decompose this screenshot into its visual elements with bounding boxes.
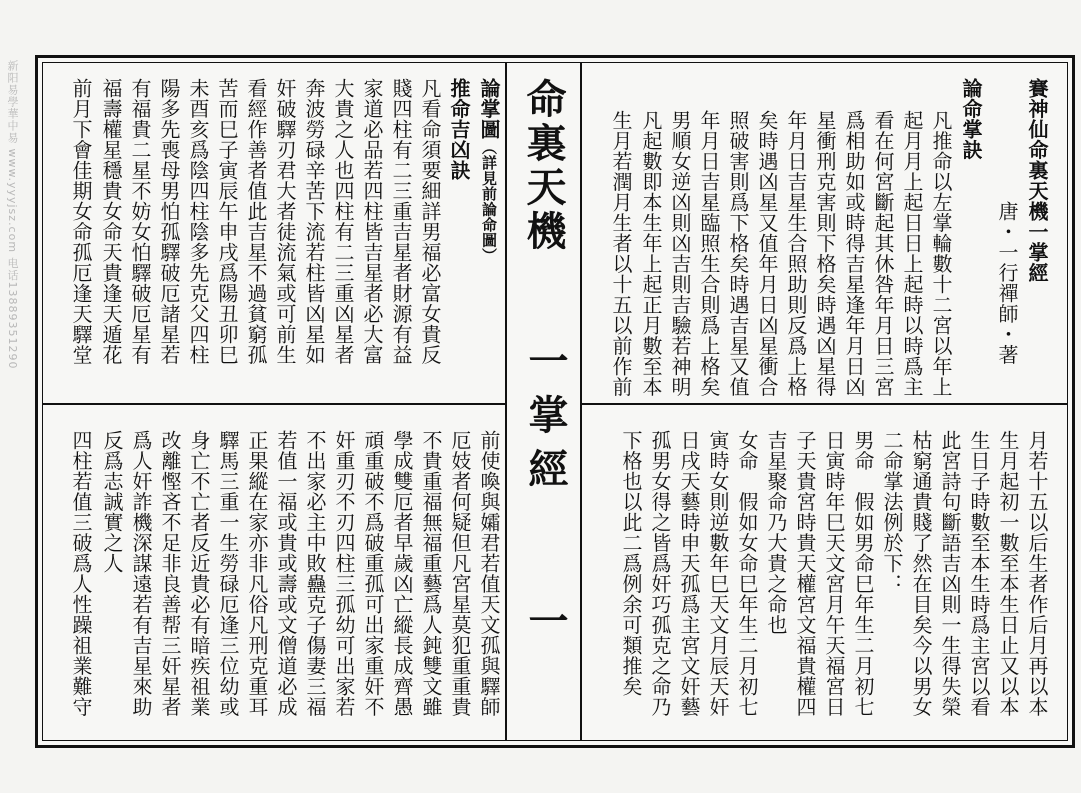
right-upper-text-column: 星衝刑克害則下格矣時遇凶星得 — [813, 110, 837, 397]
right-lower-text-column: 寅時女則逆數年巳天文月辰天奸 — [706, 430, 730, 717]
right-lower-text-column: 日戌天藝時申天孤爲主宮文奸藝 — [677, 430, 701, 717]
right-middle-rule — [580, 403, 1068, 405]
right-upper-text-column: 男順女逆凶則凶吉則吉驗若神明 — [668, 110, 692, 397]
left-upper-text-column: 苦而巳子寅辰午申戌爲陽丑卯巳 — [215, 78, 239, 365]
left-heading-note: （詳見前論命圖） — [480, 139, 498, 264]
left-upper-text-column: 家道必品若四柱皆吉星者必大富 — [360, 78, 384, 365]
right-upper-text-column: 看在何宮斷起其休咎年月日三宮 — [871, 110, 895, 397]
right-upper-text-column: 照破害則爲下格矣時遇吉星又值 — [726, 110, 750, 397]
left-lower-text-column: 四柱若值三破爲人性躁祖業難守 — [69, 430, 93, 717]
right-upper-text-column: 年月日吉星生合照助則反爲上格 — [784, 110, 808, 397]
right-lower-text-column: 二命掌法例於下： — [880, 430, 904, 594]
left-lower-text-column: 若值一福或貴或壽或文僧道必成 — [274, 430, 298, 717]
left-lower-text-column: 正果縱在家亦非凡俗凡刑克重耳 — [245, 430, 269, 717]
book-subtitle: 一掌經 — [522, 340, 569, 502]
right-author-column: 唐・一行禪師・著 — [995, 78, 1019, 365]
right-lower-text-column: 枯窮通貴賤了然在目矣今以男女 — [909, 430, 933, 717]
left-lower-text-column: 前使喚與孀君若值天文孤與驛師 — [477, 430, 501, 717]
right-upper-text-column: 年月日吉星臨照生合則爲上格矣 — [697, 110, 721, 397]
left-upper-text-column: 未酉亥爲陰四柱陰多先克父四柱 — [186, 78, 210, 365]
left-lower-text-column: 學成雙厄者早歲凶亡縱長成齊愚 — [390, 430, 414, 717]
right-upper-text-column: 凡起數即本生年上起正月數至本 — [639, 110, 663, 397]
right-lower-text-column: 孤男女得之皆爲奸巧孤克之命乃 — [648, 430, 672, 717]
left-lower-text-column: 改離慳吝不足非良善帮三奸星者 — [158, 430, 182, 717]
center-divider-right — [580, 62, 582, 741]
left-upper-text-column: 陽多先喪母男怕孤驛破厄諸星若 — [157, 78, 181, 365]
right-section-heading: 論命掌訣 — [959, 78, 983, 160]
page-number: 一 — [522, 600, 569, 640]
right-upper-text-column: 起月月上起日日上起時以時爲主 — [900, 110, 924, 397]
right-lower-text-column: 吉星聚命乃大貴之命也 — [764, 430, 788, 635]
right-upper-text-column: 凡推命以左掌輪數十二宮以年上 — [929, 110, 953, 397]
left-heading-column — [474, 78, 504, 264]
left-upper-text-column: 前月下會佳期女命孤厄逢天驛堂 — [69, 78, 93, 365]
left-upper-text-column: 大貴之人也四柱有二三重凶星者 — [331, 78, 355, 365]
left-upper-text-column: 有福貴二星不妨女怕驛破厄星有 — [128, 78, 152, 365]
right-lower-text-column: 子天貴宮時貴天權宮文福貴權四 — [793, 430, 817, 717]
right-lower-text-column: 此宮詩句斷語吉凶則一生得失榮 — [938, 430, 962, 717]
right-upper-text-column: 矣時遇凶星又值年月日凶星衝合 — [755, 110, 779, 397]
right-lower-text-column: 月若十五以后生者作后月再以本 — [1025, 430, 1049, 717]
right-lower-text-column: 生月起初一數至本生日止又以本 — [996, 430, 1020, 717]
left-middle-rule — [42, 403, 505, 405]
left-lower-text-column: 奸重刃不刃四柱三孤幼可出家若 — [332, 430, 356, 717]
right-lower-text-column: 男命 假如男命巳年生二月初七 — [851, 430, 875, 717]
left-upper-text-column: 賤四柱有二三重吉星者財源有益 — [389, 78, 413, 365]
left-upper-text-column: 凡看命須要細詳男福必富女貴反 — [418, 78, 442, 365]
left-lower-text-column: 厄妓者何疑但凡宮星莫犯重重貴 — [448, 430, 472, 717]
right-upper-text-column: 爲相助如或時得吉星逢年月日凶 — [842, 110, 866, 397]
left-lower-text-column: 反爲志誠實之人 — [100, 430, 124, 574]
left-upper-text-column: 福壽權星穩貴女命天貴逢天遁花 — [99, 78, 123, 365]
left-lower-text-column: 身亡不亡者反近貴必有暗疾祖業 — [187, 430, 211, 717]
right-title-column: 賽神仙命裏天機一掌經 — [1025, 78, 1049, 283]
right-lower-text-column: 下格也以此二爲例余可類推矣 — [619, 430, 643, 697]
right-lower-text-column: 生日子時數至本生時爲主宮以看 — [967, 430, 991, 717]
left-upper-text-column: 看經作善者值此吉星不過貧窮孤 — [244, 78, 268, 365]
left-lower-text-column: 爲人奸詐機深謀遠若有吉星來助 — [129, 430, 153, 717]
right-upper-text-column: 生月若潤月生者以十五以前作前 — [609, 110, 633, 397]
center-divider-left — [505, 62, 507, 741]
right-lower-text-column: 日寅時年巳天文宮月午天福宮日 — [822, 430, 846, 717]
left-lower-text-column: 頑重破不爲破重孤可出家重奸不 — [361, 430, 385, 717]
left-lower-text-column: 不貴重福無福重藝爲人鈍雙文雖 — [419, 430, 443, 717]
left-upper-text-column: 奸破驛刃君大者徒流氣或可前生 — [273, 78, 297, 365]
left-lower-text-column: 驛馬三重一生勞碌厄逢三位幼或 — [216, 430, 240, 717]
right-lower-text-column: 女命 假如女命巳年生二月初七 — [735, 430, 759, 717]
left-subheading: 推命吉凶訣 — [447, 78, 471, 181]
left-heading: 論掌圖 — [477, 78, 501, 140]
book-title: 命裏天機 — [520, 78, 567, 254]
left-lower-text-column: 不出家必主中敗蠱克子傷妻三福 — [303, 430, 327, 717]
left-upper-text-column: 奔波勞碌辛苦下流若柱皆凶星如 — [302, 78, 326, 365]
margin-watermark: 新阳易學華中易 www.yyyjsz.com 电话13889351290 — [6, 60, 19, 370]
